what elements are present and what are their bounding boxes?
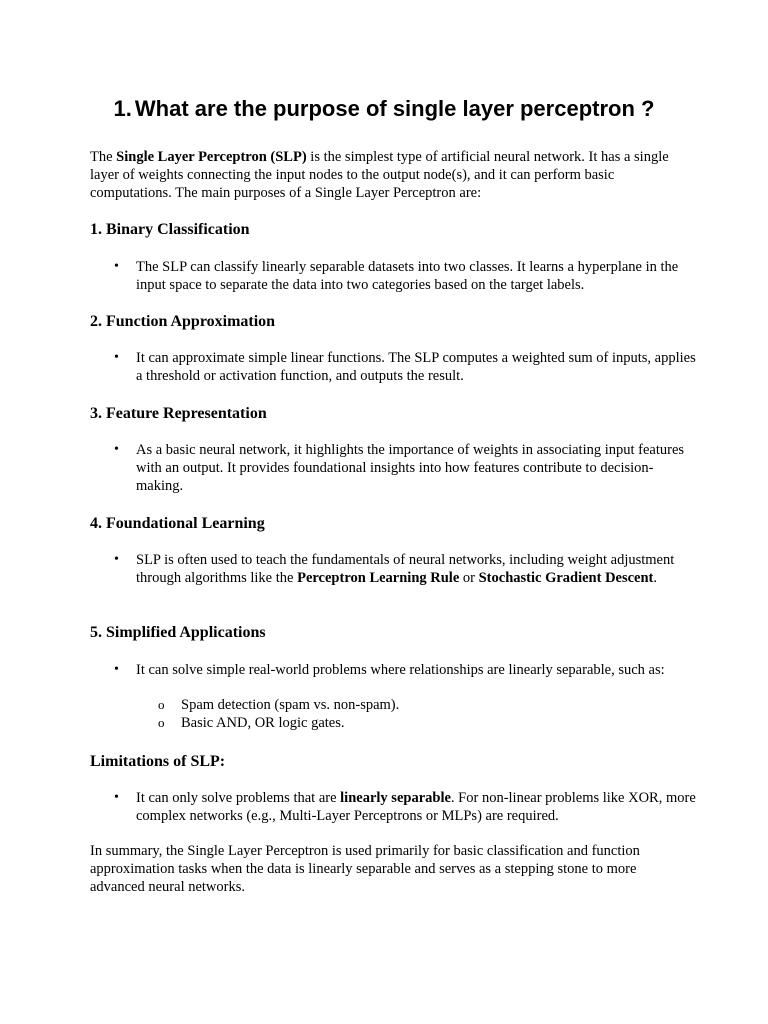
intro-text-1: The	[90, 149, 117, 165]
section-heading-binary-classification: 1. Binary Classification	[90, 221, 250, 238]
sub-list-item	[158, 696, 681, 714]
sub-bullet-text: Basic AND, OR logic gates.	[181, 715, 345, 731]
list-item	[114, 661, 696, 679]
section-heading-function-approximation: 2. Function Approximation	[90, 313, 276, 330]
sub-bullet-text: Spam detection (spam vs. non-spam).	[181, 697, 400, 713]
bullet-glyph: •	[114, 662, 119, 677]
bullet-glyph: •	[114, 259, 119, 274]
title-text: What are the purpose of single layer perceptron ?	[134, 96, 655, 121]
bullet-glyph: •	[114, 350, 119, 365]
bullet-glyph: •	[114, 442, 119, 457]
bullet-text: As a basic neural network, it highlights the importance of weights in associating input features with an output. It provides foundational insights into how features contribute to decision-making.	[136, 442, 685, 494]
bullet-glyph: •	[114, 790, 119, 805]
intro-bold-term: Single Layer Perceptron (SLP)	[116, 149, 307, 165]
page-title	[0, 94, 768, 124]
section-heading-simplified-applications: 5. Simplified Applications	[90, 624, 266, 641]
title-number: 1.	[113, 96, 132, 121]
list-item	[114, 258, 696, 294]
summary-paragraph: In summary, the Single Layer Perceptron is used primarily for basic classification and function approximation tasks when the data is linearly separable and serves as a stepping stone to more advanced neural networks.	[90, 843, 640, 895]
bullet-text-1: It can only solve problems that are	[136, 790, 341, 806]
list-item	[114, 441, 696, 495]
intro-paragraph	[90, 148, 690, 202]
intro-text-2: is the simplest type of artificial neural network. It has a single layer of weights connecting the input nodes to the output node(s), and it can perform basic computations. The main purposes of a Single Layer Perceptron are:	[90, 149, 669, 201]
bullet-text-2: . For non-linear problems like XOR, more complex networks (e.g., Multi-Layer Perceptrons or MLPs) are required.	[136, 790, 696, 824]
bullet-text: The SLP can classify linearly separable datasets into two classes. It learns a hyperplane in the input space to separate the data into two categories based on the target labels.	[136, 259, 679, 293]
list-item	[114, 789, 696, 825]
section-heading-limitations: Limitations of SLP:	[90, 753, 226, 770]
sub-bullet-glyph: o	[158, 715, 165, 730]
section-heading-feature-representation: 3. Feature Representation	[90, 405, 267, 422]
sub-list-item	[158, 714, 681, 732]
bullet-text-1: SLP is often used to teach the fundamentals of neural networks, including weight adjustment through algorithms like the	[136, 552, 675, 586]
list-item	[114, 551, 696, 587]
bold-term-sgd: Stochastic Gradient Descent	[478, 570, 654, 586]
list-item	[114, 349, 696, 385]
sub-bullet-glyph: o	[158, 697, 165, 712]
bullet-text-2: or	[459, 570, 479, 586]
bullet-glyph: •	[114, 552, 119, 567]
section-heading-foundational-learning: 4. Foundational Learning	[90, 515, 265, 532]
bullet-text-3: .	[653, 570, 658, 586]
bullet-text: It can approximate simple linear functions. The SLP computes a weighted sum of inputs, applies a threshold or activation function, and outputs the result.	[136, 350, 696, 384]
bold-term-linearly-separable: linearly separable	[340, 790, 451, 806]
bullet-text: It can solve simple real-world problems where relationships are linearly separable, such as:	[136, 662, 665, 678]
bold-term-perceptron-rule: Perceptron Learning Rule	[297, 570, 460, 586]
